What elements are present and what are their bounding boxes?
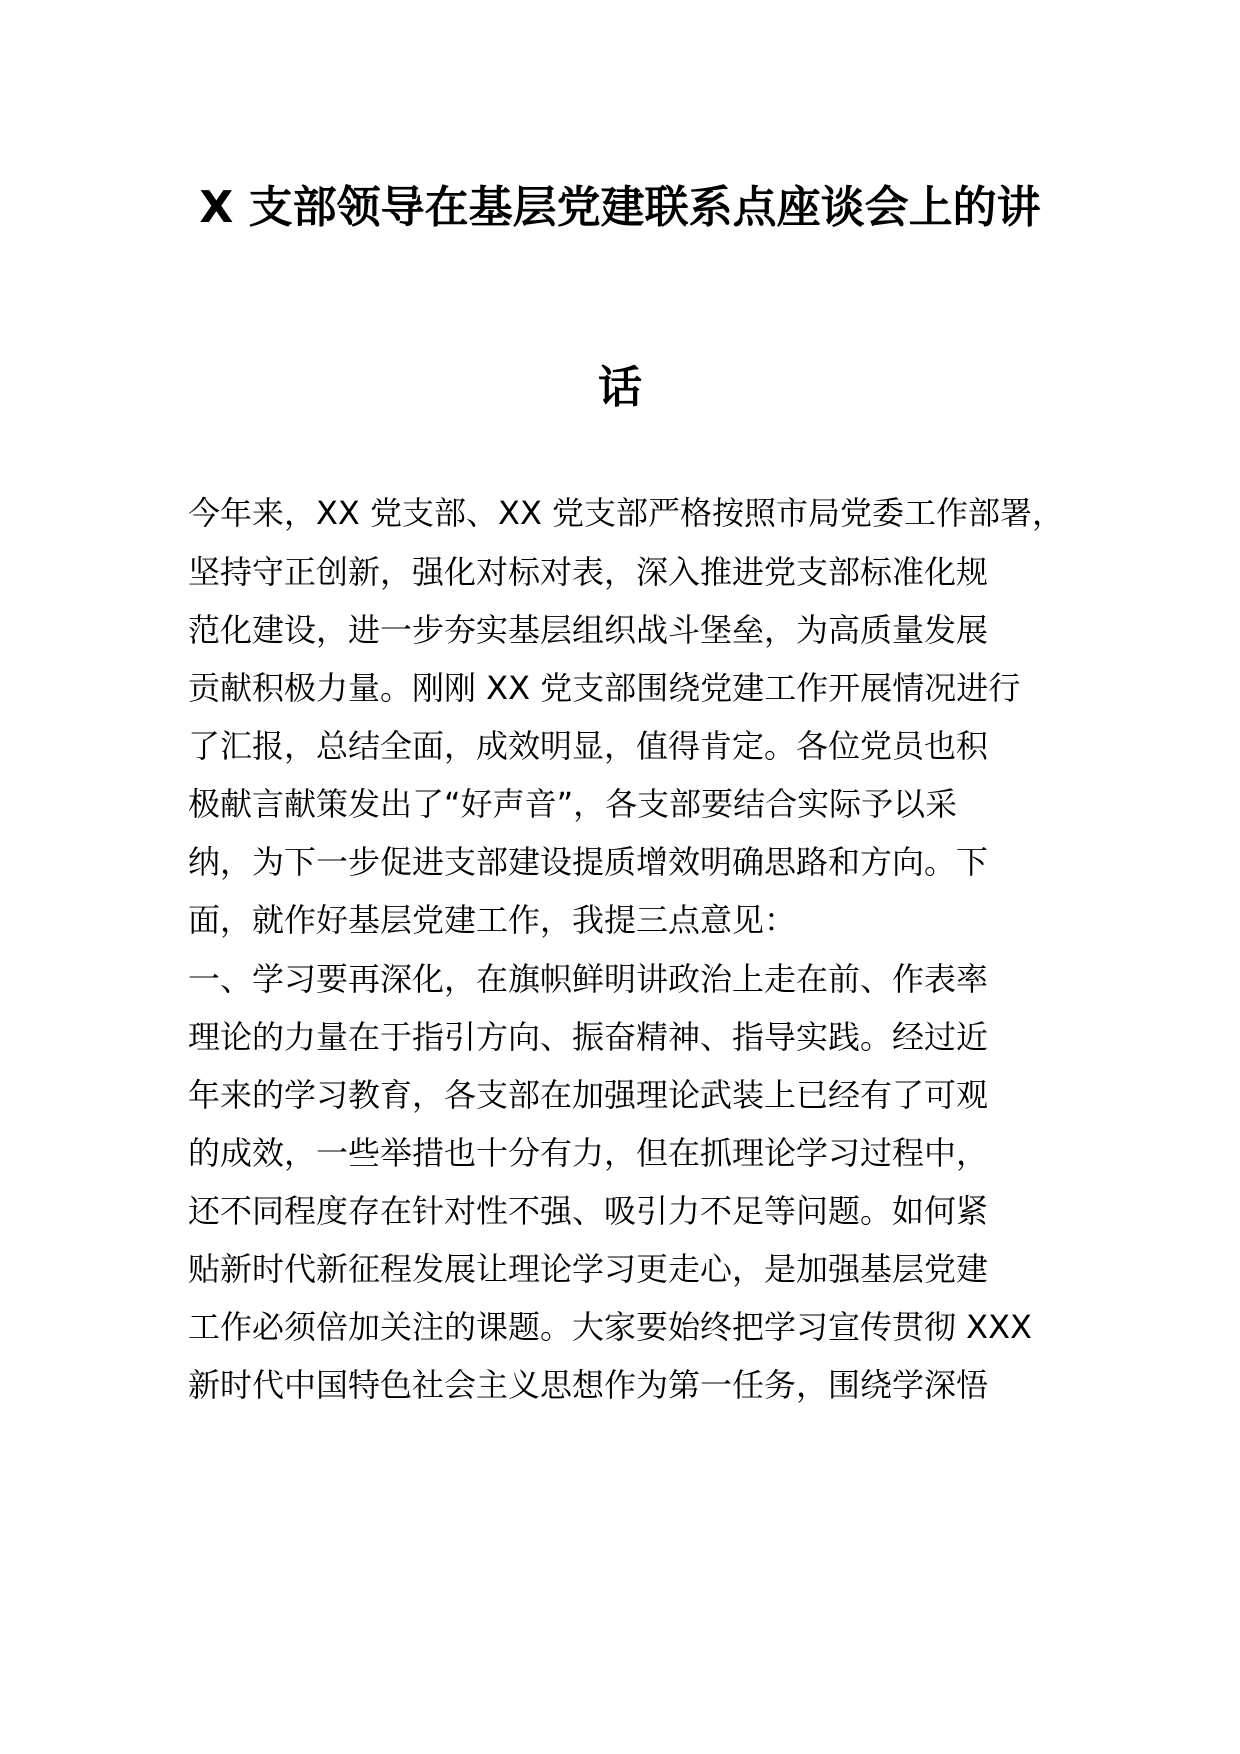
document-title-line-1: X 支部领导在基层党建联系点座谈会上的讲 [199, 182, 1041, 233]
body-line: 工作必须倍加关注的课题。大家要始终把学习宣传贯彻 XXX [188, 1308, 1032, 1346]
body-line: 还不同程度存在针对性不强、吸引力不足等问题。如何紧 [188, 1192, 989, 1230]
body-line: 的成效，一些举措也十分有力，但在抓理论学习过程中， [188, 1134, 989, 1172]
section-heading: 一、学习要再深化，在旗帜鲜明讲政治上走在前、作表率 [188, 960, 989, 998]
document-title-line-2: 话 [598, 362, 642, 413]
body-line: 今年来，XX 党支部、XX 党支部严格按照市局党委工作部署， [188, 494, 1065, 532]
body-line: 了汇报，总结全面，成效明显，值得肯定。各位党员也积 [188, 727, 989, 765]
body-line: 坚持守正创新，强化对标对表，深入推进党支部标准化规 [188, 553, 989, 591]
body-line: 年来的学习教育，各支部在加强理论武装上已经有了可观 [188, 1076, 989, 1114]
body-line: 极献言献策发出了“好声音”，各支部要结合实际予以采 [188, 785, 958, 823]
body-line: 贴新时代新征程发展让理论学习更走心，是加强基层党建 [188, 1250, 989, 1288]
body-line: 纳，为下一步促进支部建设提质增效明确思路和方向。下 [188, 843, 989, 881]
body-line: 范化建设，进一步夯实基层组织战斗堡垒，为高质量发展 [188, 611, 989, 649]
body-line: 面，就作好基层党建工作，我提三点意见： [188, 901, 797, 939]
body-line: 新时代中国特色社会主义思想作为第一任务，围绕学深悟 [188, 1366, 989, 1404]
body-line: 理论的力量在于指引方向、振奋精神、指导实践。经过近 [188, 1018, 989, 1056]
body-line: 贡献积极力量。刚刚 XX 党支部围绕党建工作开展情况进行 [188, 669, 1021, 707]
